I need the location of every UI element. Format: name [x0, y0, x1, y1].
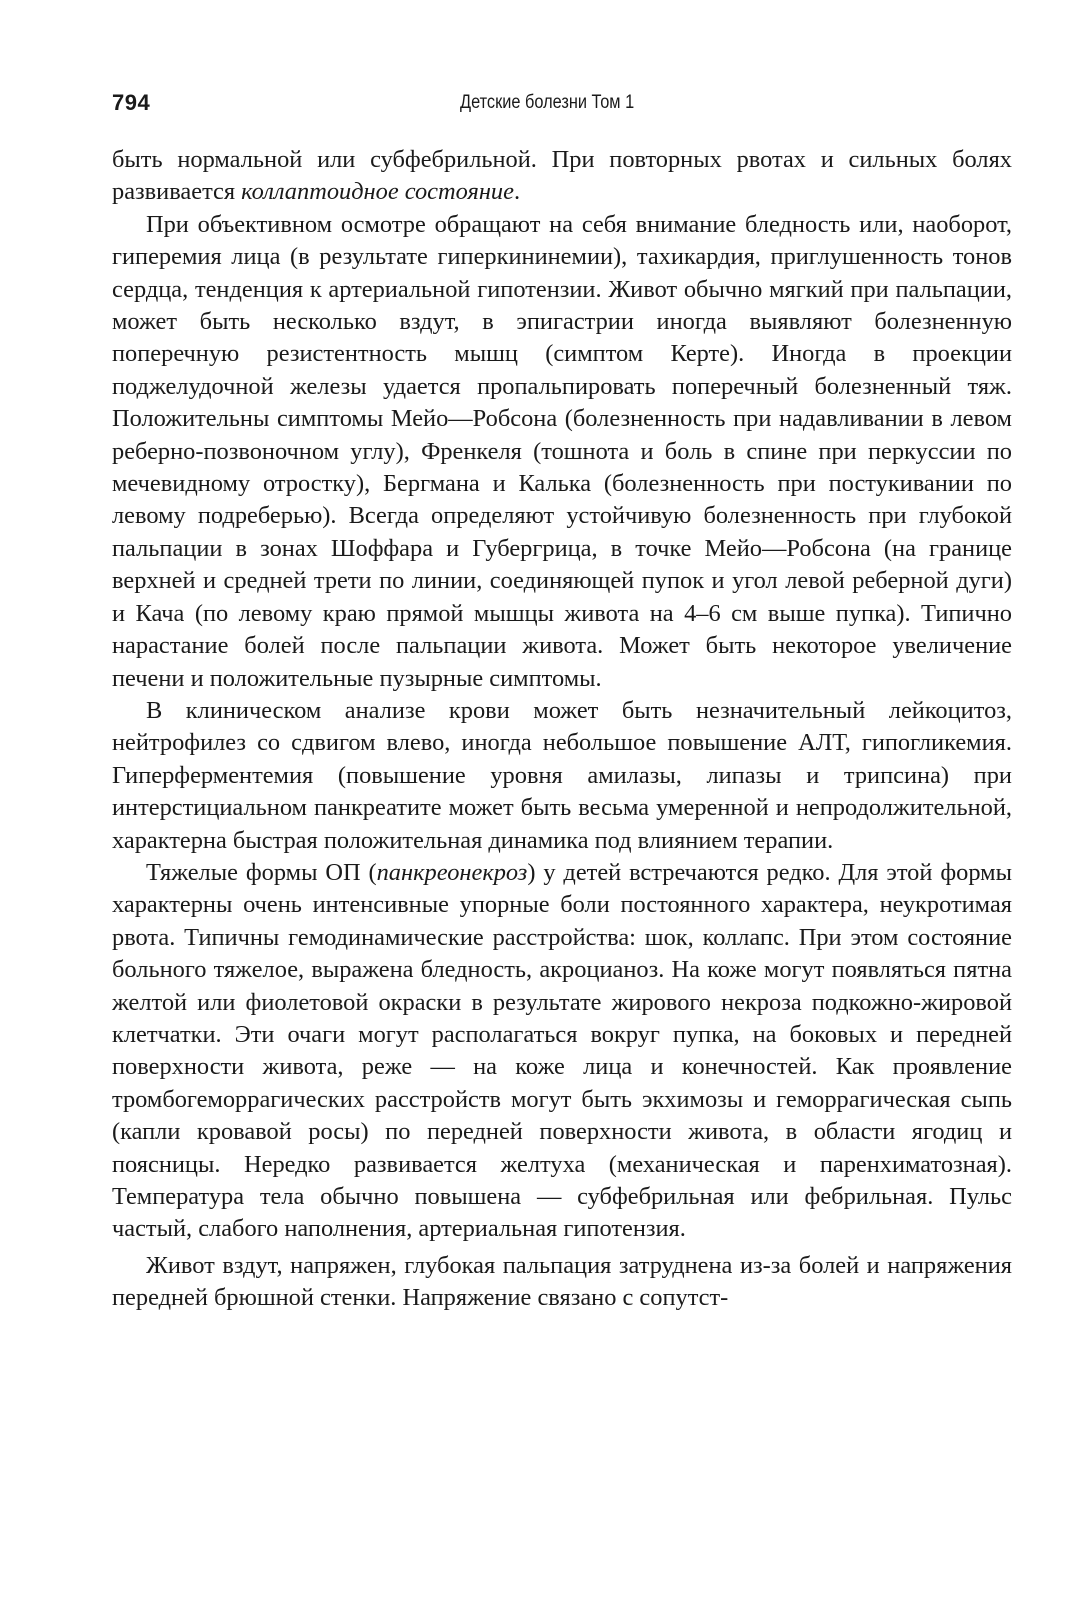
emphasis-term: коллаптоидное состояние	[241, 178, 514, 206]
body-text	[112, 144, 1012, 1315]
paragraph-abdomen: Живот вздут, напряжен, глубокая пальпация затруднена из-за болей и напряжения передней брюшной стенки. Напряжение связано с сопутст-	[112, 1251, 1012, 1312]
running-header	[112, 88, 1012, 122]
book-page	[112, 88, 1012, 1315]
paragraph-severe-forms	[112, 857, 1012, 1246]
paragraph-text: Тяжелые формы ОП (	[146, 858, 377, 886]
paragraph-blood-analysis: В клиническом анализе крови может быть незначительный лейкоцитоз, нейтрофилез со сдвигом влево, иногда небольшое повышение АЛТ, гипогликемия. Гиперферментемия (повышение уровня амилазы, липазы и трипсина) при интерстициальном панкреатите может быть весьма умеренной и непродолжительной, характерна быстрая положительная динамика под влиянием терапии.	[112, 696, 1012, 854]
paragraph-continuation	[112, 144, 1012, 209]
emphasis-term: панкреонекроз	[376, 858, 528, 886]
page-number: 794	[112, 90, 151, 115]
book-title: Детские болезни Том 1	[460, 92, 635, 113]
paragraph-text: быть нормальной или субфебрильной. При повторных рвотах и сильных болях развивается	[112, 146, 1012, 206]
paragraph-text: ) у детей встречаются редко. Для этой формы характерны очень интенсивные упорные боли постоянного характера, неукротимая рвота. Типичны гемодинамические расстройства: шок, коллапс. При этом состояние больного тяжелое, выражена бледность, акроцианоз. На коже могут появляться пятна желтой или фиолетовой окраски в результате жирового некроза подкожно-жировой клетчатки. Эти очаги могут располагаться вокруг пупка, на боковых и передней поверхности живота, реже — на коже лица и конечностей. Как проявление тромбогеморрагических расстройств могут быть экхимозы и геморрагическая сыпь (капли кровавой росы) по передней поверхности живота, в области ягодиц и поясницы. Нередко развивается желтуха (механическая и паренхиматозная). Температура тела обычно повышена — субфебрильная или фебрильная. Пульс частый, слабого наполнения, артериальная гипотензия.	[112, 858, 1012, 1243]
paragraph-text: .	[513, 178, 521, 206]
paragraph-examination: При объективном осмотре обращают на себя внимание бледность или, наоборот, гиперемия лица (в результате гиперкининемии), тахикардия, приглушенность тонов сердца, тенденция к артериальной гипотензии. Живот обычно мягкий при пальпации, может быть несколько вздут, в эпигастрии иногда выявляют болезненную поперечную резистентность мышц (симптом Керте). Иногда в проекции поджелудочной железы удается пропальпировать поперечный болезненный тяж. Положительны симптомы Мейо—Робсона (болезненность при надавливании в левом реберно-позвоночном углу), Френкеля (тошнота и боль в спине при перкуссии по мечевидному отростку), Бергмана и Калька (болезненность при постукивании по левому подреберью). Всегда определяют устойчивую болезненность при глубокой пальпации в зонах Шоффара и Губергрица, в точке Мейо—Робсона (на границе верхней и средней трети по линии, соединяющей пупок и угол левой реберной дуги) и Кача (по левому краю прямой мышцы живота на 4–6 см выше пупка). Типично нарастание болей после пальпации живота. Может быть некоторое увеличение печени и положительные пузырные симптомы.	[112, 210, 1012, 692]
